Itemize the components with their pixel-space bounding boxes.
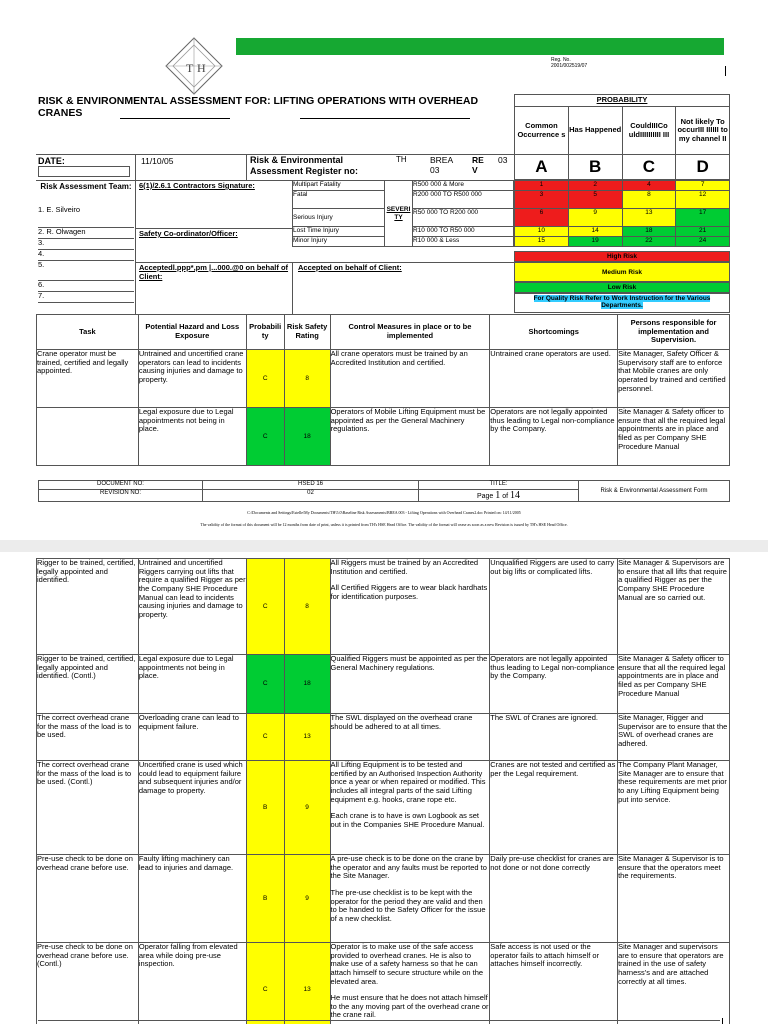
prob-cell: C xyxy=(246,559,284,655)
header-grid-line xyxy=(292,262,293,314)
matrix-cell: 1 xyxy=(515,181,569,191)
shortcomings-cell: Cranes are not tested and certified as per the Legal requirement. xyxy=(490,761,618,855)
control-paragraph: Each crane is to have is own Logbook as set out in the Companies SHE Procedure Manual. xyxy=(330,811,485,829)
persons-cell: Site Manager, Rigger and Supervisor are to ensure that the SWL of overhead cranes are adhered. xyxy=(618,714,730,761)
rating-cell: 8 xyxy=(284,350,330,408)
task-cell: Pre-use check to be done on overhead crane before use. xyxy=(37,855,139,943)
team-member-5: 5. xyxy=(38,261,134,281)
severity-label-2: Fatal xyxy=(293,191,385,209)
prob-letter-c: C xyxy=(622,155,676,180)
shortcomings-cell: Unqualified Riggers are used to carry out big lifts or complicated lifts. xyxy=(490,559,618,655)
task-cell: Pre-use check to be done on overhead crane before use. (Contl.) xyxy=(37,943,139,1024)
matrix-cell: 8 xyxy=(622,191,676,209)
header-grid-line xyxy=(135,154,136,314)
severity-value-1: R500 000 & More xyxy=(413,181,514,191)
prob-header-a: Common Occurrence s xyxy=(515,107,569,155)
table-row xyxy=(37,761,730,855)
register-rev-label: RE V xyxy=(472,155,484,176)
page-word: Page xyxy=(476,493,494,500)
register-brea: BREA 03 xyxy=(430,155,453,176)
prob-cell: C xyxy=(246,714,284,761)
col-shortcomings: Shortcomings xyxy=(490,315,618,350)
footer-validity: The validity of the format of this document will be 12 months from date of print, unless it is printed from TH's HSE Head Office. The validity of the format will cease as soon as a new Revision is issued by TH's HSE Head Office. xyxy=(200,522,568,527)
header-grid-line xyxy=(135,262,514,263)
document-footer xyxy=(38,480,730,502)
header-grid-line xyxy=(135,228,292,229)
persons-cell: Site Manager & Safety officer to ensure that all the required legal appointments are in place and filed as per Company SHE Procedure Manual xyxy=(618,408,730,466)
matrix-cell: 3 xyxy=(515,191,569,209)
persons-cell: Site Manager and supervisors are to ensure that operators are trained in the use of safety harness's and are attached correctly at all times. xyxy=(618,943,730,1024)
quality-note-text: For Quality Risk Refer to Work Instruction for the Various Departments. xyxy=(533,295,711,310)
table-row xyxy=(37,943,730,1024)
severity-label-5: Minor Injury xyxy=(293,237,385,247)
team-member-4: 4. xyxy=(38,250,134,261)
header-green-bar xyxy=(236,38,724,55)
page-marker xyxy=(725,66,726,76)
task-cell: The correct overhead crane for the mass of the load is to be used. (Contl.) xyxy=(37,761,139,855)
safety-coordinator: Safety Co-ordinator/Officer: xyxy=(139,229,238,238)
control-cell: The SWL displayed on the overhead crane should be adhered to at all times. xyxy=(330,714,490,761)
team-member-3: 3. xyxy=(38,239,134,250)
hazard-cell: Overloading crane can lead to equipment failure. xyxy=(138,714,246,761)
rating-cell: 9 xyxy=(284,761,330,855)
document-title: RISK & ENVIRONMENTAL ASSESSMENT FOR: LIFTING OPERATIONS WITH OVERHEAD CRANES xyxy=(38,95,479,120)
matrix-cell: 24 xyxy=(676,237,730,247)
control-cell: Operators of Mobile Lifting Equipment must be appointed as per the General Machinery regulations. xyxy=(330,408,490,466)
register-th: TH xyxy=(396,155,407,164)
rating-cell: 18 xyxy=(284,655,330,714)
matrix-cell: 5 xyxy=(568,191,622,209)
page-2-bottom-rule xyxy=(38,1020,720,1021)
rating-cell: 8 xyxy=(284,559,330,655)
accepted-left: Acceptedl.ppp*,pm |...000.@0 on behalf of Client: xyxy=(139,263,289,281)
title-underline-2 xyxy=(300,118,470,119)
company-logo xyxy=(164,36,224,96)
matrix-cell: 17 xyxy=(676,209,730,227)
matrix-cell: 18 xyxy=(622,227,676,237)
matrix-cell: 19 xyxy=(568,237,622,247)
hazard-cell: Uncertified crane is used which could lead to equipment failure and subsequent injuries and/or damage to property. xyxy=(138,761,246,855)
probability-letters xyxy=(514,154,730,180)
matrix-cell: 6 xyxy=(515,209,569,227)
date-box xyxy=(38,166,130,177)
persons-cell: Site Manager & Supervisor is to ensure that the operators meet the requirements. xyxy=(618,855,730,943)
col-rating: Risk Safety Rating xyxy=(284,315,330,350)
control-cell xyxy=(330,559,490,655)
table-row xyxy=(37,714,730,761)
team-list xyxy=(38,206,134,303)
severity-value-5: R10 000 & Less xyxy=(413,237,514,247)
col-persons: Persons responsible for implementation and Supervision. xyxy=(618,315,730,350)
hazard-cell: Legal exposure due to Legal appointments not being in place. xyxy=(138,655,246,714)
col-probability: Probabili ty xyxy=(246,315,284,350)
assessment-table-page-1 xyxy=(36,314,730,466)
registration-number: Reg. No. 2001/002519/07 xyxy=(551,57,588,69)
col-control: Control Measures in place or to be implemented xyxy=(330,315,490,350)
matrix-cell: 12 xyxy=(676,191,730,209)
shortcomings-cell: Safe access is not used or the operator fails to attach himself or attaches himself incorrectly. xyxy=(490,943,618,1024)
control-paragraph: He must ensure that he does not attach himself to the any moving part of the overhead crane or the crane rail. xyxy=(330,993,489,1020)
prob-letter-a: A xyxy=(515,155,569,180)
prob-cell: C xyxy=(246,350,284,408)
risk-matrix xyxy=(514,180,730,247)
hazard-cell: Operator falling from elevated area while doing pre-use inspection. xyxy=(138,943,246,1024)
hazard-cell: Legal exposure due to Legal appointments not being in place. xyxy=(138,408,246,466)
col-hazard: Potential Hazard and Loss Exposure xyxy=(138,315,246,350)
control-cell xyxy=(330,943,490,1024)
hazard-cell: Untrained and uncertified crane operators can lead to incidents causing injuries and damage to property. xyxy=(138,350,246,408)
team-member-6: 6. xyxy=(38,281,134,292)
hazard-cell: Faulty lifting machinery can lead to injuries and damage. xyxy=(138,855,246,943)
footer-title-value: Risk & Environmental Assessment Form xyxy=(579,481,730,502)
legend-medium-risk: Medium Risk xyxy=(514,262,730,282)
table-row xyxy=(37,655,730,714)
table-row xyxy=(37,559,730,655)
header-grid-line xyxy=(36,180,514,181)
severity-label: SEVERI TY xyxy=(385,181,413,247)
task-cell: Crane operator must be trained, certified and legally appointed. xyxy=(37,350,139,408)
footer-doc-label: DOCUMENT NO: xyxy=(39,481,203,490)
accepted-client: Accepted on behalf of Client: xyxy=(298,263,402,272)
persons-cell: Site Manager & Supervisors are to ensure that all lifts that require a qualified Rigger as per the Company SHE Procedure Manual are so carried out. xyxy=(618,559,730,655)
contractor-signature: 6(1)/2.6.1 Contractors Signature: xyxy=(139,181,255,190)
matrix-cell: 4 xyxy=(622,181,676,191)
assessment-table-page-2 xyxy=(36,558,730,1024)
register-label: Risk & Environmental Assessment Register no: xyxy=(250,155,359,176)
footer-doc-no: HSED 16 xyxy=(203,481,419,490)
matrix-cell: 15 xyxy=(515,237,569,247)
svg-text:H: H xyxy=(197,61,206,75)
prob-header-b: Has Happened xyxy=(568,107,622,155)
footer-page xyxy=(419,490,579,502)
matrix-cell: 13 xyxy=(622,209,676,227)
probability-label: PROBABILITY xyxy=(515,95,730,107)
control-cell: All crane operators must be trained by an Accredited Institution and certified. xyxy=(330,350,490,408)
matrix-cell: 7 xyxy=(676,181,730,191)
control-cell: Qualified Riggers must be appointed as per the General Machinery regulations. xyxy=(330,655,490,714)
footer-title-label: TITLE: xyxy=(419,481,579,490)
prob-header-c: CouldIIICo uldIIIIIIIIII III xyxy=(622,107,676,155)
control-paragraph: All Certified Riggers are to wear black hardhats for identification purposes. xyxy=(330,583,488,601)
page-2-bottom-marker xyxy=(722,1018,723,1024)
prob-letter-d: D xyxy=(676,155,730,180)
shortcomings-cell: Daily pre-use checklist for cranes are not done or not done correctly xyxy=(490,855,618,943)
rating-cell: 18 xyxy=(284,408,330,466)
severity-value-4: R10 000 TO R50 000 xyxy=(413,227,514,237)
control-paragraph: The pre-use checklist is to be kept with the operator for the period they are valid and then to be handed to the Safety Officer for the issue of a new checklist. xyxy=(330,887,486,923)
persons-cell: Site Manager & Safety officer to ensure that all the required legal appointments are in place and filed as per Company SHE Procedure Manual xyxy=(618,655,730,714)
prob-cell: B xyxy=(246,855,284,943)
task-cell: The correct overhead crane for the mass of the load is to be used. xyxy=(37,714,139,761)
team-member-2: 2. R. Olwagen xyxy=(38,228,134,239)
footer-path: C:\Documents and Settings\Estelle\My Documents\TH\5.0\Baseline Risk Assessments\BREA 003 - Lifting Operations with Overhead Cranes2.doc Printed on: 14/11/2005 xyxy=(247,510,521,515)
severity-label-4: Lost Time Injury xyxy=(293,227,385,237)
control-cell xyxy=(330,855,490,943)
team-member-7: 7. xyxy=(38,292,134,303)
matrix-cell: 10 xyxy=(515,227,569,237)
task-cell xyxy=(37,408,139,466)
task-cell: Rigger to be trained, certified, legally appointed and identified. (Contl.) xyxy=(37,655,139,714)
matrix-cell: 22 xyxy=(622,237,676,247)
shortcomings-cell: Operators are not legally appointed thus leading to Legal non-compliance by the Company. xyxy=(490,408,618,466)
matrix-cell: 14 xyxy=(568,227,622,237)
date-label: DATE: xyxy=(38,156,65,166)
header-grid-line xyxy=(36,154,514,155)
shortcomings-cell: Operators are not legally appointed thus leading to Legal non-compliance by the Company. xyxy=(490,655,618,714)
task-cell: Rigger to be trained, certified, legally appointed and identified. xyxy=(37,559,139,655)
document-page-2 xyxy=(0,552,768,1024)
control-paragraph: Operator is to make use of the safe access provided to overhead cranes. He is also to make use of a safety harness so that he can attach himself to secure structure while on the elevated area. xyxy=(330,942,484,986)
footer-rev-value: 02 xyxy=(203,490,419,502)
rating-cell: 13 xyxy=(284,714,330,761)
severity-value-2: R200 000 TO R500 000 xyxy=(413,191,514,209)
shortcomings-cell: The SWL of Cranes are ignored. xyxy=(490,714,618,761)
persons-cell: Site Manager, Safety Officer & Supervisory staff are to enforce that Mobile cranes are only operated by trained and certified personnel. xyxy=(618,350,730,408)
probability-header xyxy=(514,94,730,155)
table-row xyxy=(37,408,730,466)
prob-header-d: Not likely To occurIII IIIIII to my channel II xyxy=(676,107,730,155)
legend-high-risk: High Risk xyxy=(514,251,730,262)
severity-label-1: Multipart Fatality xyxy=(293,181,385,191)
prob-letter-b: B xyxy=(568,155,622,180)
control-paragraph: A pre-use check is to be done on the crane by the operator and any faults must be reported to the Site Manager. xyxy=(330,854,487,881)
page-total: 14 xyxy=(510,490,521,501)
svg-text:T: T xyxy=(186,61,194,75)
page-of: of xyxy=(502,493,509,500)
register-rev-value: 03 xyxy=(498,155,508,165)
matrix-cell: 21 xyxy=(676,227,730,237)
header-grid-line xyxy=(246,154,247,180)
team-label: Risk Assessment Team: xyxy=(40,182,132,191)
prob-cell: B xyxy=(246,761,284,855)
date-value: 11/10/05 xyxy=(141,156,174,166)
severity-table xyxy=(292,180,514,247)
hazard-cell: Untrained and uncertified Riggers carrying out lifts that require a qualified Rigger as per the Company SHE Procedure Manual can lead to incidents causing injuries and damage to property. xyxy=(138,559,246,655)
matrix-cell: 9 xyxy=(568,209,622,227)
shortcomings-cell: Untrained crane operators are used. xyxy=(490,350,618,408)
prob-cell: C xyxy=(246,655,284,714)
rating-cell: 13 xyxy=(284,943,330,1024)
control-paragraph: All Riggers must be trained by an Accredited Institution and certified. xyxy=(330,558,479,576)
control-cell xyxy=(330,761,490,855)
footer-rev-label: REVISION NO: xyxy=(39,490,203,502)
legend-low-risk: Low Risk xyxy=(514,282,730,293)
severity-label-3: Serious Injury xyxy=(293,209,385,227)
team-member-1: 1. E. Silveiro xyxy=(38,206,134,228)
table-row xyxy=(37,350,730,408)
matrix-cell: 2 xyxy=(568,181,622,191)
legend-quality-note xyxy=(514,293,730,313)
persons-cell: The Company Plant Manager, Site Manager are to ensure that these requirements are met prior to any Lifting Equipment being put into service. xyxy=(618,761,730,855)
control-paragraph: All Lifting Equipment is to be tested and certified by an Authorised Inspection Authority once a year or when repaired or modified. This includes all integral parts of the said Lifting equipment e.g. hooks, crane rope etc. xyxy=(330,760,486,804)
title-underline-1 xyxy=(120,118,230,119)
col-task: Task xyxy=(37,315,139,350)
page-number: 1 xyxy=(495,490,501,501)
table-row xyxy=(37,855,730,943)
prob-cell: C xyxy=(246,408,284,466)
prob-cell: C xyxy=(246,943,284,1024)
severity-value-3: R50 000 TO R200 000 xyxy=(413,209,514,227)
rating-cell: 9 xyxy=(284,855,330,943)
